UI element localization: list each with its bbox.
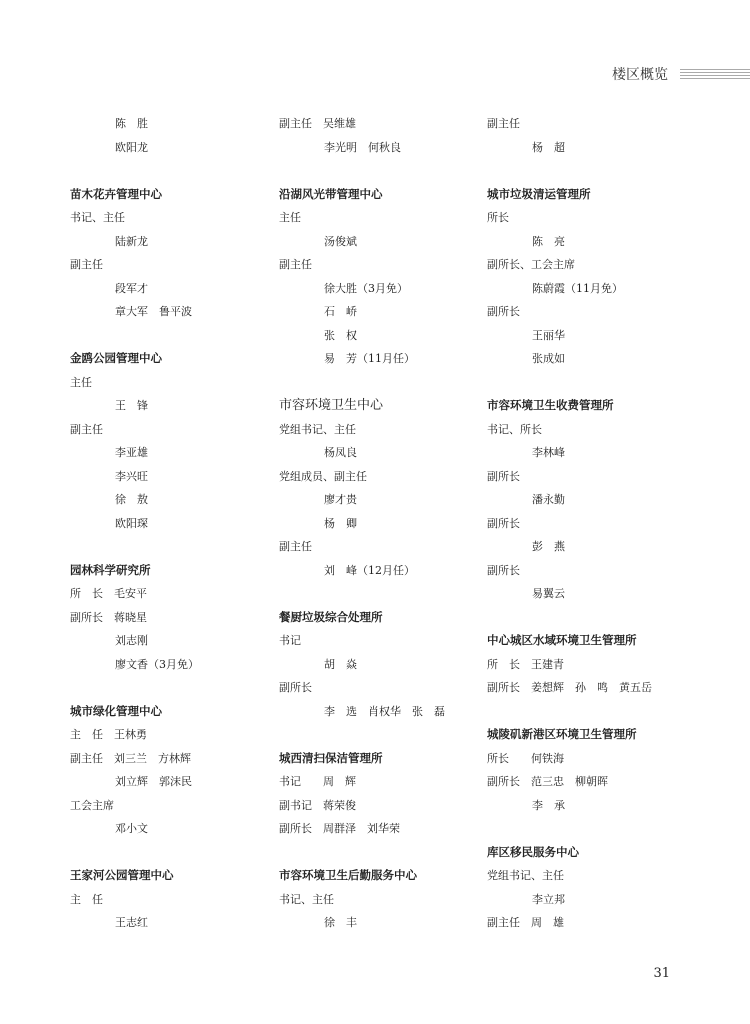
spacer <box>279 723 479 747</box>
spacer <box>487 159 687 183</box>
role-line: 主 任 <box>70 892 103 906</box>
role-line: 工会主席 <box>70 798 114 812</box>
role-line: 所 长 毛安平 <box>70 587 147 600</box>
unit-heading: 沿湖风光带管理中心 <box>279 186 383 201</box>
spacer <box>70 159 270 183</box>
role-line: 副所长、工会主席 <box>487 258 575 271</box>
role-line: 党组书记、主任 <box>279 422 356 436</box>
role-line: 副所长 <box>487 305 520 318</box>
person-names: 廖文香（3月免） <box>115 657 199 671</box>
person-names: 廖才贵 <box>324 493 357 506</box>
header-decorative-rules <box>680 69 750 81</box>
role-line: 副书记 蒋荣俊 <box>279 798 356 812</box>
role-line: 主任 <box>279 211 301 224</box>
person-names: 杨凤良 <box>324 446 357 459</box>
role-line: 副主任 周 雄 <box>487 916 564 929</box>
section-title: 楼区概览 <box>612 67 668 83</box>
unit-heading: 市容环境卫生后勤服务中心 <box>279 868 417 882</box>
person-names: 汤俊斌 <box>324 234 357 248</box>
person-names: 王 锋 <box>115 399 148 412</box>
person-names: 徐大胜（3月免） <box>324 281 408 295</box>
spacer <box>279 159 479 183</box>
unit-heading: 市容环境卫生中心 <box>279 398 384 413</box>
role-line: 所长 <box>487 211 509 224</box>
unit-heading: 城陵矶新港区环境卫生管理所 <box>487 727 637 741</box>
person-names: 杨 超 <box>532 140 565 154</box>
spacer <box>487 817 687 841</box>
person-names: 刘志刚 <box>115 634 148 647</box>
person-names: 段军才 <box>115 281 148 295</box>
unit-heading: 中心城区水域环境卫生管理所 <box>487 633 637 647</box>
spacer <box>487 700 687 724</box>
spacer <box>487 606 687 630</box>
person-names: 彭 燕 <box>532 540 565 553</box>
role-line: 所长 何铁海 <box>487 751 564 765</box>
person-names: 欧阳龙 <box>115 140 148 154</box>
person-names: 潘永勤 <box>532 493 565 506</box>
person-names: 刘立辉 郭沫民 <box>115 775 192 788</box>
role-line: 所 长 王建青 <box>487 657 564 671</box>
spacer <box>70 324 270 348</box>
role-line: 书记、主任 <box>70 211 125 224</box>
person-names: 易翼云 <box>532 587 565 600</box>
person-names: 陈 亮 <box>532 234 565 248</box>
person-names: 易 芳（11月任） <box>324 352 415 365</box>
person-names: 李亚雄 <box>115 446 148 459</box>
person-names: 张 权 <box>324 328 357 342</box>
person-names: 李光明 何秋良 <box>324 140 401 154</box>
unit-heading: 城市绿化管理中心 <box>70 703 162 718</box>
role-line: 书记 <box>279 634 301 647</box>
spacer <box>70 841 270 865</box>
role-line: 书记、所长 <box>487 422 542 436</box>
spacer <box>279 371 479 395</box>
role-line: 副所长 <box>487 563 520 577</box>
person-names: 陆新龙 <box>115 234 148 248</box>
role-line: 副所长 姜想辉 孙 鸣 黄五岳 <box>487 681 652 694</box>
spacer <box>487 371 687 395</box>
role-line: 副所长 <box>279 681 312 694</box>
person-names: 刘 峰（12月任） <box>324 563 415 577</box>
role-line: 副所长 <box>487 469 520 483</box>
role-line: 副所长 <box>487 516 520 530</box>
person-names: 陈蔚霞（11月免） <box>532 281 623 295</box>
unit-heading: 餐厨垃圾综合处理所 <box>279 609 383 624</box>
role-line: 副主任 吴维雄 <box>279 117 356 130</box>
person-names: 胡 焱 <box>324 657 357 671</box>
role-line: 主任 <box>70 375 92 389</box>
role-line: 副主任 <box>279 540 312 553</box>
person-names: 杨 卿 <box>324 516 357 530</box>
person-names: 李立邦 <box>532 892 565 906</box>
unit-heading: 市容环境卫生收费管理所 <box>487 398 614 412</box>
person-names: 张成如 <box>532 352 565 365</box>
person-names: 徐 敖 <box>115 493 148 506</box>
role-line: 副主任 <box>487 117 520 130</box>
person-names: 李林峰 <box>532 446 565 459</box>
person-names: 欧阳琛 <box>115 516 148 530</box>
person-names: 李 承 <box>532 798 565 812</box>
person-names: 章大军 鲁平波 <box>115 305 192 318</box>
spacer <box>70 535 270 559</box>
person-names: 李兴旺 <box>115 469 148 483</box>
role-line: 副所长 周群泽 刘华荣 <box>279 822 400 835</box>
spacer <box>279 582 479 606</box>
role-line: 副主任 <box>70 422 103 436</box>
role-line: 副主任 <box>279 258 312 271</box>
page-number: 31 <box>653 966 670 981</box>
column-left <box>70 112 270 935</box>
person-names: 王志红 <box>115 916 148 929</box>
person-names: 石 峤 <box>324 305 357 318</box>
person-names: 陈 胜 <box>115 117 148 130</box>
page-header <box>490 64 750 86</box>
role-line: 书记 周 辉 <box>279 775 356 788</box>
role-line: 党组成员、副主任 <box>279 469 367 483</box>
unit-heading: 城市垃圾清运管理所 <box>487 186 591 201</box>
person-names: 邓小文 <box>115 822 148 835</box>
spacer <box>70 676 270 700</box>
person-names: 徐 丰 <box>324 916 357 929</box>
column-right <box>487 112 687 935</box>
column-middle <box>279 112 479 935</box>
person-names: 王丽华 <box>532 328 565 342</box>
unit-heading: 王家河公园管理中心 <box>70 868 174 882</box>
person-names: 李 选 肖权华 张 磊 <box>324 704 445 718</box>
unit-heading: 库区移民服务中心 <box>487 844 579 859</box>
role-line: 书记、主任 <box>279 892 334 906</box>
role-line: 副所长 范三忠 柳朝晖 <box>487 775 608 788</box>
unit-heading: 城西清扫保洁管理所 <box>279 750 383 765</box>
role-line: 主 任 王林勇 <box>70 728 147 741</box>
unit-heading: 金鸥公园管理中心 <box>70 351 162 365</box>
unit-heading: 苗木花卉管理中心 <box>70 186 162 201</box>
role-line: 党组书记、主任 <box>487 869 564 882</box>
role-line: 副主任 刘三兰 方林辉 <box>70 751 191 765</box>
spacer <box>279 841 479 865</box>
role-line: 副主任 <box>70 258 103 271</box>
unit-heading: 园林科学研究所 <box>70 562 151 577</box>
role-line: 副所长 蒋晓星 <box>70 610 147 624</box>
